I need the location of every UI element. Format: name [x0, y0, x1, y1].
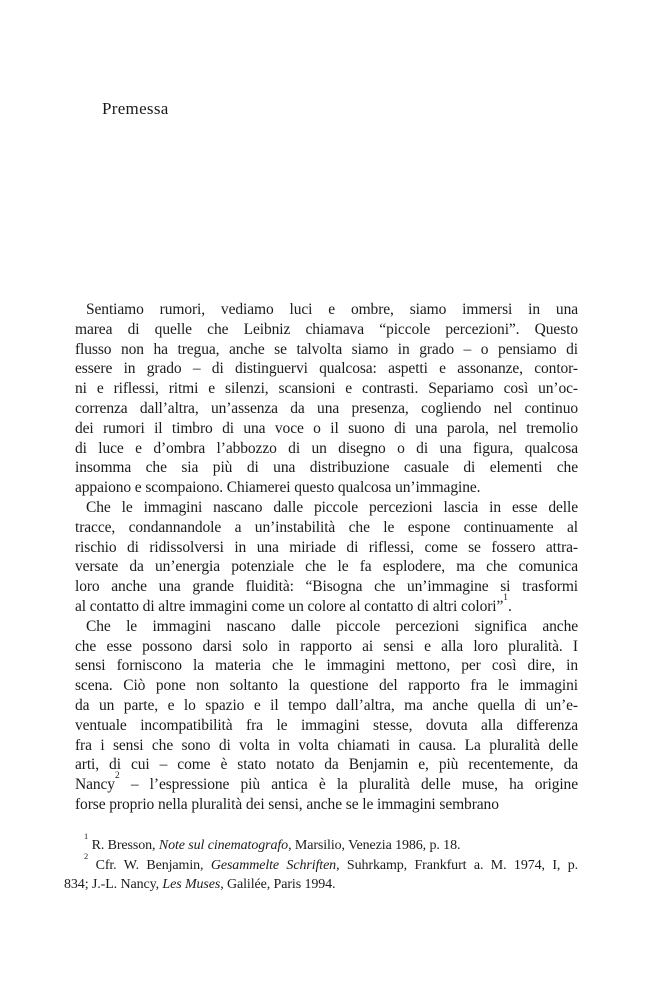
cited-work-title: Les Muses [162, 877, 221, 892]
text-line: che esse possono darsi solo in rapporto ai sensi e alla loro pluralità. I [75, 637, 578, 655]
text-line: Che le immagini nascano dalle piccole percezioni significa anche [86, 617, 578, 635]
text-line: versate da un’energia potenziale che le fa esplodere, ma che comunica [75, 558, 578, 576]
paragraph [75, 617, 578, 815]
text-line: forse proprio nella pluralità dei sensi, anche se le immagini sembrano [75, 795, 499, 813]
footnote-marker: 1 [503, 593, 508, 604]
text-line: da un parte, e lo spazio e il tempo dall’altra, ma anche quella di un’e- [75, 696, 578, 714]
text-line: sensi forniscono la materia che le immagini mettono, per così dire, in [75, 657, 578, 675]
text-line: rischio di ridissolversi in una miriade di riflessi, come se fossero attra- [75, 538, 578, 556]
footnote-marker: 2 [84, 851, 89, 861]
footnote-marker: 1 [84, 832, 89, 842]
text-line: insomma che sia più di una distribuzione casuale di elementi che [75, 459, 578, 477]
text-line: Sentiamo rumori, vediamo luci e ombre, siamo immersi in una [86, 301, 578, 318]
footnote-marker: 2 [114, 771, 120, 782]
text-line: arti, di cui – come è stato notato da Benjamin e, più recentemente, da [75, 756, 578, 774]
text-line: marea di quelle che Leibniz chiamava “piccole percezioni”. Questo [75, 320, 578, 338]
text-line: Nancy$^2$ – l’espressione più antica è la pluralità delle muse, ha origine [75, 771, 578, 794]
text-line: al contatto di altre immagini come un colore al contatto di altri colori”$^1$. [75, 593, 512, 615]
text-line: loro anche una grande fluidità: “Bisogna che un’immagine si trasformi [75, 578, 578, 596]
text-line: correnza dall’altra, un’assenza da una presenza, cogliendo nel continuo [75, 399, 578, 417]
paragraph [75, 498, 578, 617]
text-line: ni e riflessi, ritmi e silenzi, scansioni e contrasti. Separiamo così un’oc- [75, 380, 578, 398]
text-line: fra i sensi che sono di volta in volta chiamati in causa. La pluralità delle [75, 736, 578, 754]
cited-work-title: Note sul cinematografo [158, 838, 289, 853]
text-line: dei rumori il timbro di una voce o il suono di una parola, nel tremolio [75, 419, 578, 437]
text-line: flusso non ha tregua, anche se talvolta siamo in grado – o pensiamo di [75, 340, 578, 358]
footnote [64, 832, 578, 856]
text-line: appaiono e scompaiono. Chiamerei questo qualcosa un’immagine. [75, 479, 481, 497]
text-line: essere in grado – di distinguervi qualcosa: aspetti e assonanze, contor- [75, 360, 578, 378]
paragraph [75, 300, 578, 498]
footnotes-section [64, 832, 579, 895]
text-line: Che le immagini nascano dalle piccole percezioni lascia in esse delle [86, 498, 578, 516]
chapter-title: Premessa [102, 99, 169, 118]
cited-work-title: Gesammelte Schriften [210, 857, 337, 873]
text-line: di luce e d’ombra l’abbozzo di un disegno o di una figura, qualcosa [75, 439, 578, 457]
footnote-line: $^2$ Cfr. W. Benjamin, Gesammelte Schriften, Suhrkamp, Frankfurt a. M. 1974, I, p. [84, 851, 579, 873]
body-text [75, 300, 578, 815]
text-line: scena. Ciò pone non soltanto la questione del rapporto fra le immagini [75, 677, 578, 695]
footnote-line: 834; J.-L. Nancy, Les Muses, Galilée, Paris 1994. [64, 877, 336, 892]
footnote-line: $^1$ R. Bresson, Note sul cinematografo, Marsilio, Venezia 1986, p. 18. [84, 832, 461, 853]
text-line: ventuale incompatibilità fra le immagini stesse, dovuta alla differenza [75, 716, 578, 734]
text-line: tracce, condannandole a un’instabilità che le espone continuamente al [75, 518, 578, 536]
footnote [64, 851, 579, 895]
